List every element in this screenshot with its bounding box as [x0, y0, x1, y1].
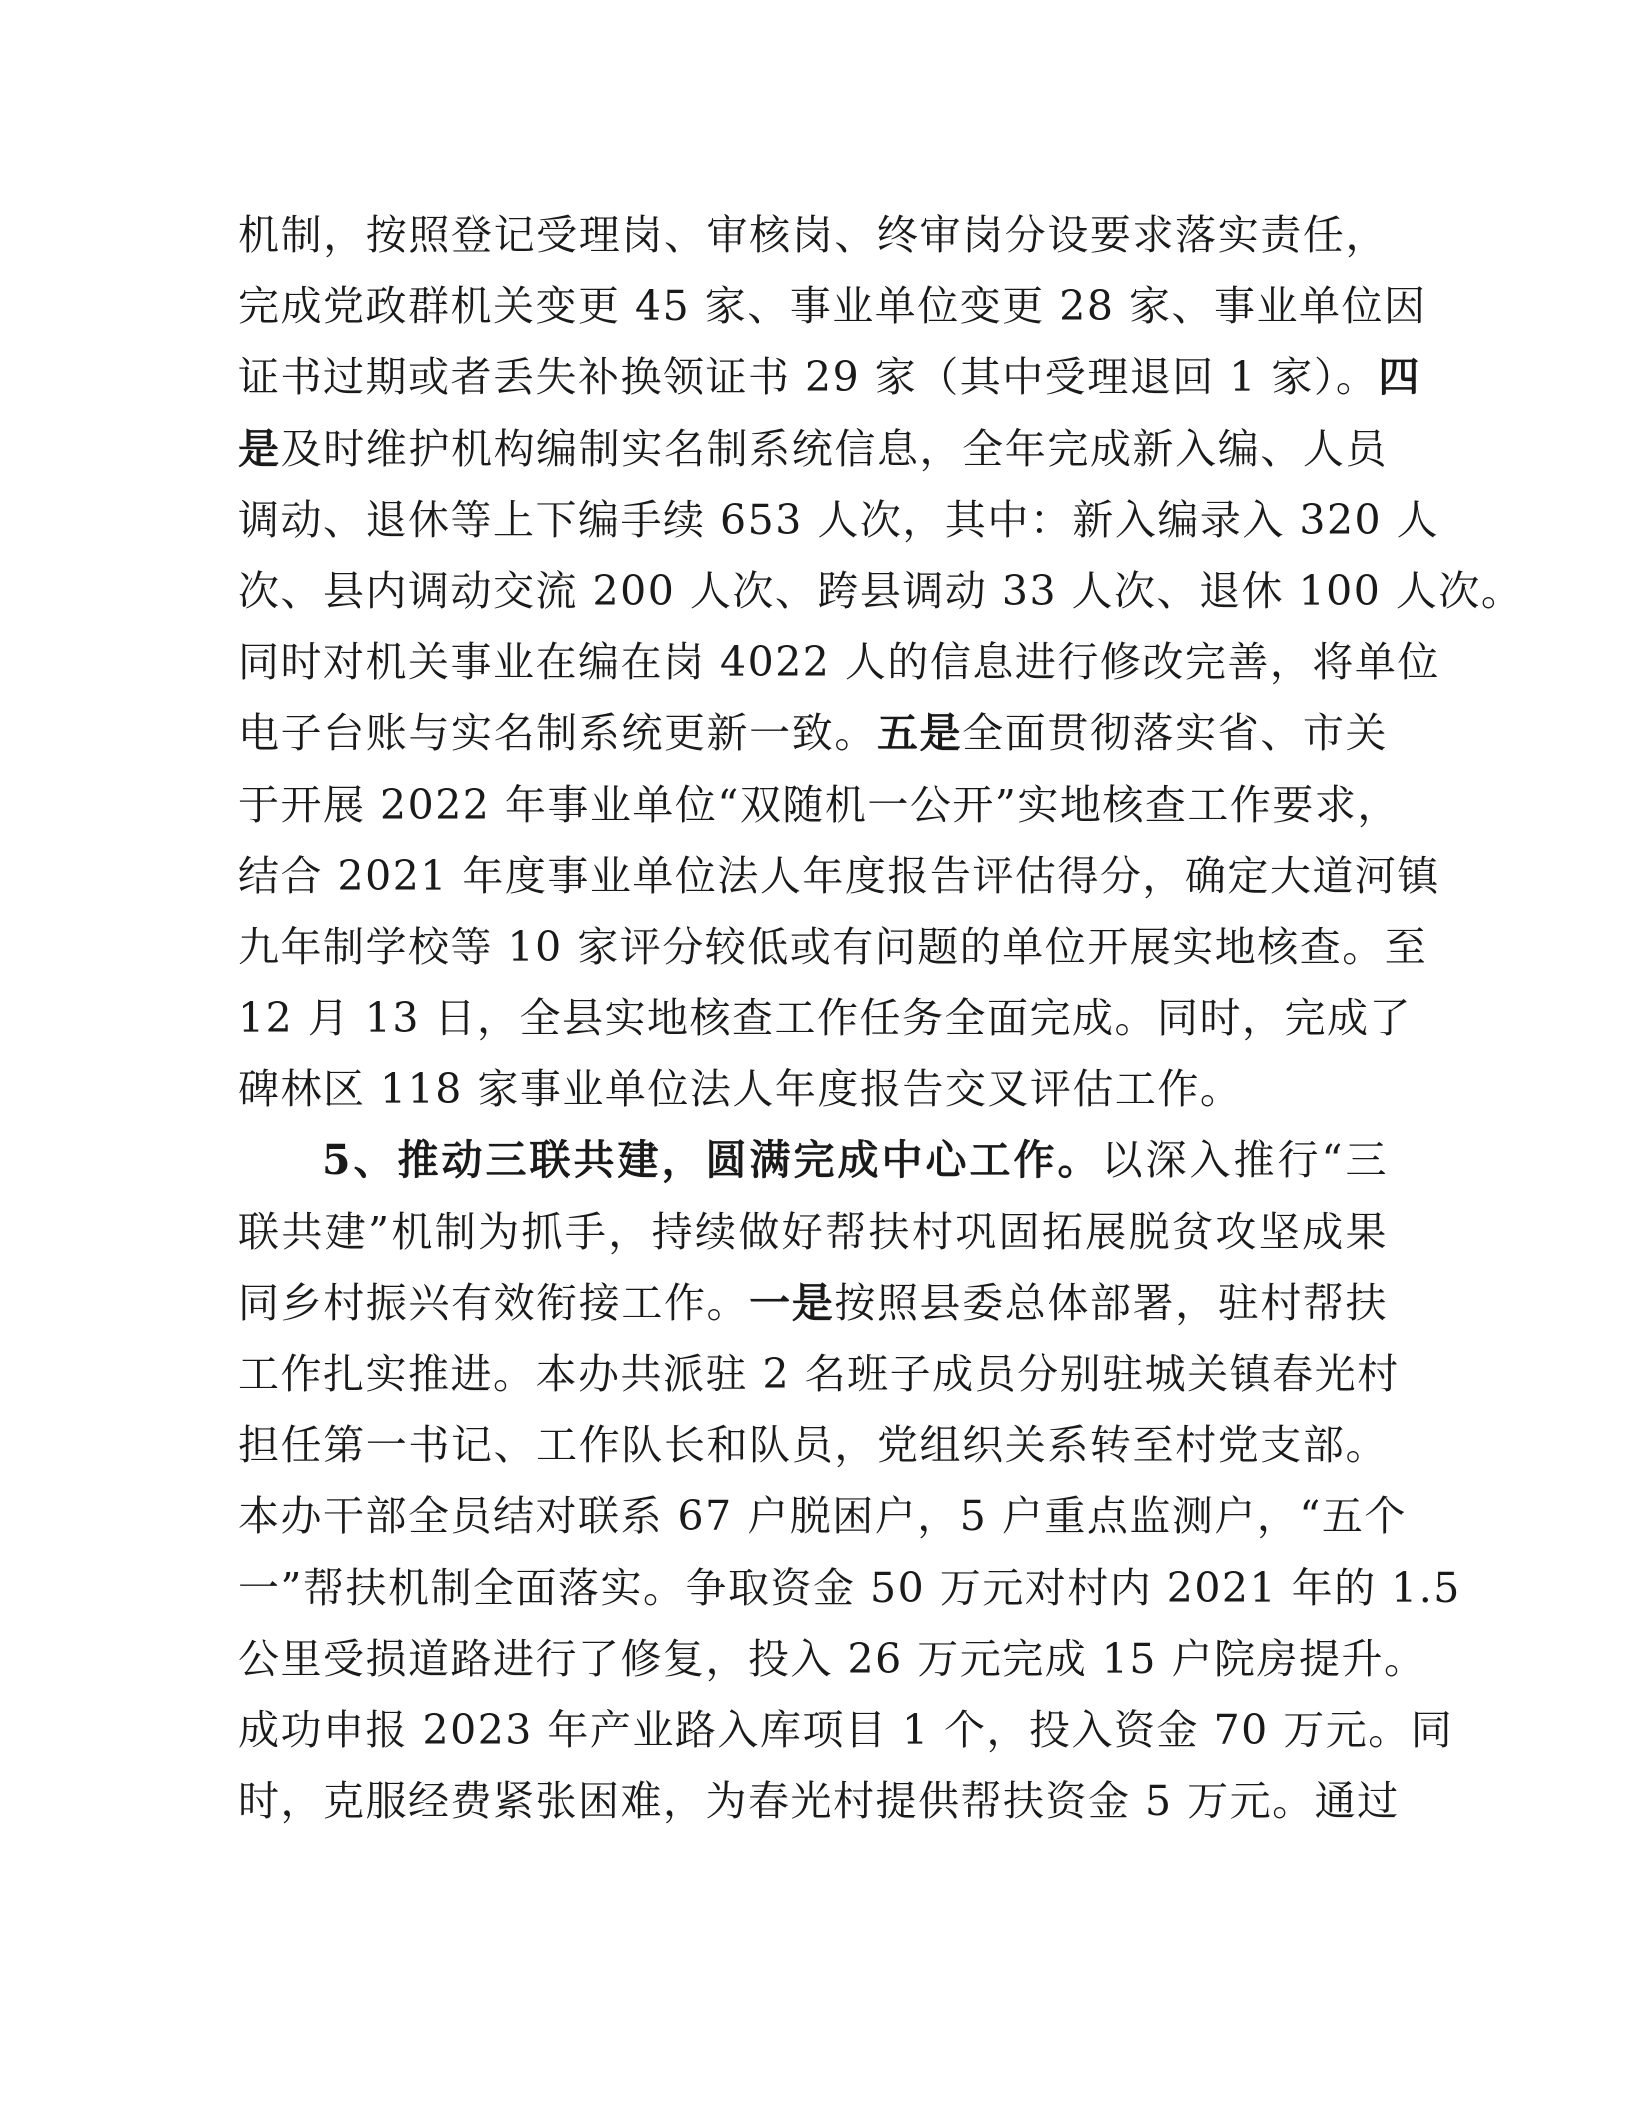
- text-line: 次、县内调动交流 200 人次、跨县调动 33 人次、退休 100 人次。: [238, 566, 1524, 615]
- text-line: 机制，按照登记受理岗、审核岗、终审岗分设要求落实责任，: [238, 211, 1388, 259]
- bold-marker: 四: [1378, 353, 1421, 402]
- text-line: 于开展 2022 年事业单位“双随机一公开”实地核查工作要求，: [238, 780, 1400, 829]
- text-line: 同时对机关事业在编在岗 4022 人的信息进行修改完善，将单位: [238, 638, 1440, 687]
- bold-marker: 五是: [876, 709, 963, 758]
- bold-marker: 一是: [749, 1278, 835, 1327]
- text-line: 碑林区 118 家事业单位法人年度报告交叉评估工作。: [238, 1065, 1243, 1114]
- section-heading: 5、推动三联共建，圆满完成中心工作。: [322, 1136, 1102, 1185]
- text-line: 证书过期或者丢失补换领证书 29 家（其中受理退回 1 家）。四: [238, 353, 1421, 402]
- section-heading-line: 5、推动三联共建，圆满完成中心工作。以深入推行“三: [322, 1136, 1388, 1185]
- text-line: 担任第一书记、工作队长和队员，党组织关系转至村党支部。: [238, 1421, 1388, 1470]
- text-line: 成功申报 2023 年产业路入库项目 1 个，投入资金 70 万元。同: [238, 1705, 1454, 1754]
- text-line: 一”帮扶机制全面落实。争取资金 50 万元对村内 2021 年的 1.5: [238, 1563, 1461, 1612]
- text-line: 公里受损道路进行了修复，投入 26 万元完成 15 户院房提升。: [238, 1634, 1427, 1683]
- text-line: 结合 2021 年度事业单位法人年度报告评估得分，确定大道河镇: [238, 851, 1440, 900]
- text-line: 是及时维护机构编制实名制系统信息，全年完成新入编、人员: [238, 424, 1389, 473]
- text-line: 工作扎实推进。本办共派驻 2 名班子成员分别驻城关镇春光村: [238, 1350, 1400, 1398]
- text-line: 时，克服经费紧张困难，为春光村提供帮扶资金 5 万元。通过: [238, 1777, 1400, 1826]
- text-line: 九年制学校等 10 家评分较低或有问题的单位开展实地核查。至: [238, 922, 1428, 971]
- text-line: 本办干部全员结对联系 67 户脱困户，5 户重点监测户，“五个: [238, 1492, 1407, 1541]
- text-line: 同乡村振兴有效衔接工作。一是按照县委总体部署，驻村帮扶: [238, 1278, 1389, 1327]
- text-line: 电子台账与实名制系统更新一致。五是全面贯彻落实省、市关: [238, 709, 1389, 758]
- text-line: 12 月 13 日，全县实地核查工作任务全面完成。同时，完成了: [238, 994, 1412, 1043]
- text-line: 完成党政群机关变更 45 家、事业单位变更 28 家、事业单位因: [238, 282, 1427, 331]
- text-line: 调动、退休等上下编手续 653 人次，其中：新入编录入 320 人: [238, 495, 1440, 544]
- text-line: 联共建”机制为抓手，持续做好帮扶村巩固拓展脱贫攻坚成果: [238, 1207, 1388, 1256]
- bold-marker: 是: [238, 424, 281, 473]
- body-text: [238, 200, 1524, 1837]
